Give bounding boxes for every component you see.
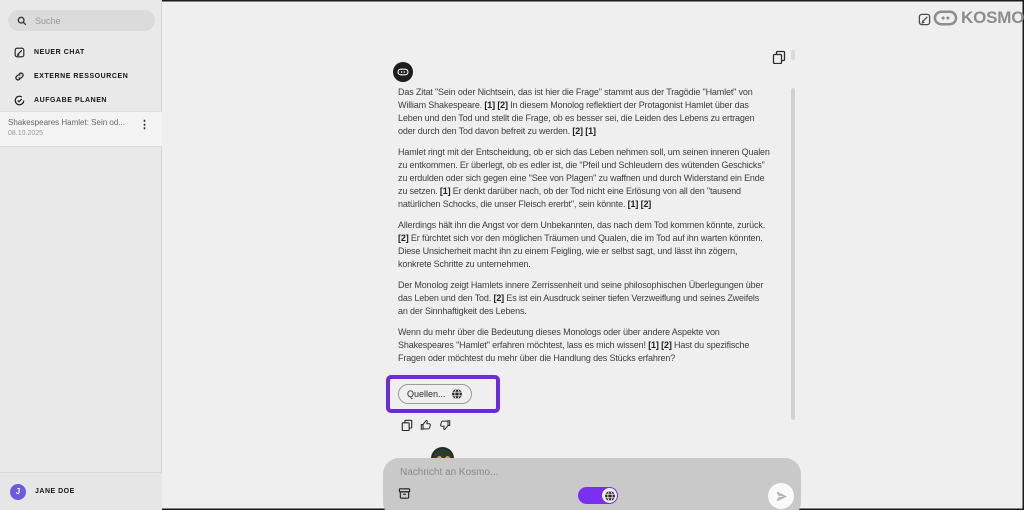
chat-history-title: Shakespeares Hamlet: Sein od... [8,118,125,127]
bot-avatar [393,62,413,82]
archive-icon[interactable] [398,487,411,505]
avatar: J [10,484,26,500]
thumbs-up-icon[interactable] [420,419,432,431]
search-box[interactable] [8,10,155,31]
sidebar-item-external-resources[interactable] [14,69,128,84]
thumbs-down-icon[interactable] [439,419,451,431]
sidebar [0,0,162,510]
scrollbar[interactable] [791,88,795,420]
send-button[interactable] [768,483,794,509]
sidebar-item-label: AUFGABE PLANEN [34,97,108,104]
web-search-toggle[interactable] [578,487,618,504]
bot-bubble-icon [397,67,409,77]
compose-icon [14,47,25,58]
globe-icon [451,388,463,400]
user-profile[interactable] [0,472,162,510]
message-paragraphs [398,86,770,365]
message-paragraph: Wenn du mehr über die Bedeutung dieses Monologs oder über andere Aspekte von Shakespeares "Hamlet" erfahren möchtest, lass es mich wissen! [1] [2] Hast du spezifische Fragen oder möchtest du mehr über die Handlung des Stücks erfahren? [398,327,750,363]
chat-history-item[interactable] [0,111,162,147]
globe-icon [604,490,616,502]
send-icon [775,490,788,503]
assistant-message [386,86,772,431]
toggle-knob [602,488,617,503]
user-name: JANE DOE [35,488,75,495]
sidebar-item-plan-task[interactable] [14,93,107,108]
message-paragraph: Das Zitat "Sein oder Nichtsein, das ist hier die Frage" stammt aus der Tragödie "Hamlet" von William Shakespeare. [1] [2] In diesem Monolog reflektiert der Protagonist Hamlet über das Leben und den Tod und stellt die Frage, ob es besser sei, die Leiden des Lebens zu ertragen oder durch den Tod davon befreit zu werden. [2] [1] [398,87,755,136]
copy-icon[interactable] [401,419,413,431]
chat-history-date: 08.10.2025 [8,130,44,137]
search-input[interactable] [33,15,146,27]
link-icon [14,71,25,82]
new-chat-icon[interactable] [918,13,931,31]
sources-button[interactable] [398,384,472,404]
sources-button-label: Quellen... [407,389,446,399]
kosmo-logo-mark-icon [933,9,958,27]
sidebar-item-new-chat[interactable] [14,45,85,60]
annotation-highlight-box [386,375,500,413]
sidebar-item-label: EXTERNE RESSOURCEN [34,73,129,80]
brand-name: KOSMO [961,8,1024,27]
message-actions [401,419,772,431]
copy-message-icon[interactable] [772,50,786,69]
message-paragraph: Hamlet ringt mit der Entscheidung, ob er sich das Leben nehmen soll, um seinen inneren Qualen zu entkommen. Er überlegt, ob es edler ist, die "Pfeil und Schleudern des wütenden Geschicks" zu erdulden oder sich gegen eine "See von Plagen" zu waffnen und durch Widerstand ein Ende zu setzen. [1] Er denkt darüber nach, ob der Tod nicht eine Erlösung von all den "tausend natürlichen Schocks, die unser Fleisch ererbt", sein könnte. [1] [2] [398,147,770,209]
kosmo-logo [933,8,1024,28]
search-icon [17,16,27,26]
composer [383,458,801,510]
sidebar-item-label: NEUER CHAT [34,49,85,56]
message-paragraph: Der Monolog zeigt Hamlets innere Zerrissenheit und seine philosophischen Überlegungen über das Leben und den Tod. [2] Es ist ein Ausdruck seiner tiefen Verzweiflung und seines Zweifels an der Sinnhaftigkeit des Lebens. [398,280,764,316]
message-paragraph: Allerdings hält ihn die Angst vor dem Unbekannten, das nach dem Tod kommen könnte, zurück. [2] Er fürchtet sich vor den möglichen Träumen und Qualen, die im Tod auf ihn warten könnten. Diese Unsicherheit macht ihn zu einem Feigling, wie er selbst sagt, und lässt ihn zögern, konkrete Schritte zu unternehmen. [398,220,766,269]
message-input[interactable] [398,466,728,479]
circle-check-icon [14,95,25,106]
scrollbar-nub [791,50,795,60]
history-menu-icon[interactable]: ⋮ [139,119,150,131]
